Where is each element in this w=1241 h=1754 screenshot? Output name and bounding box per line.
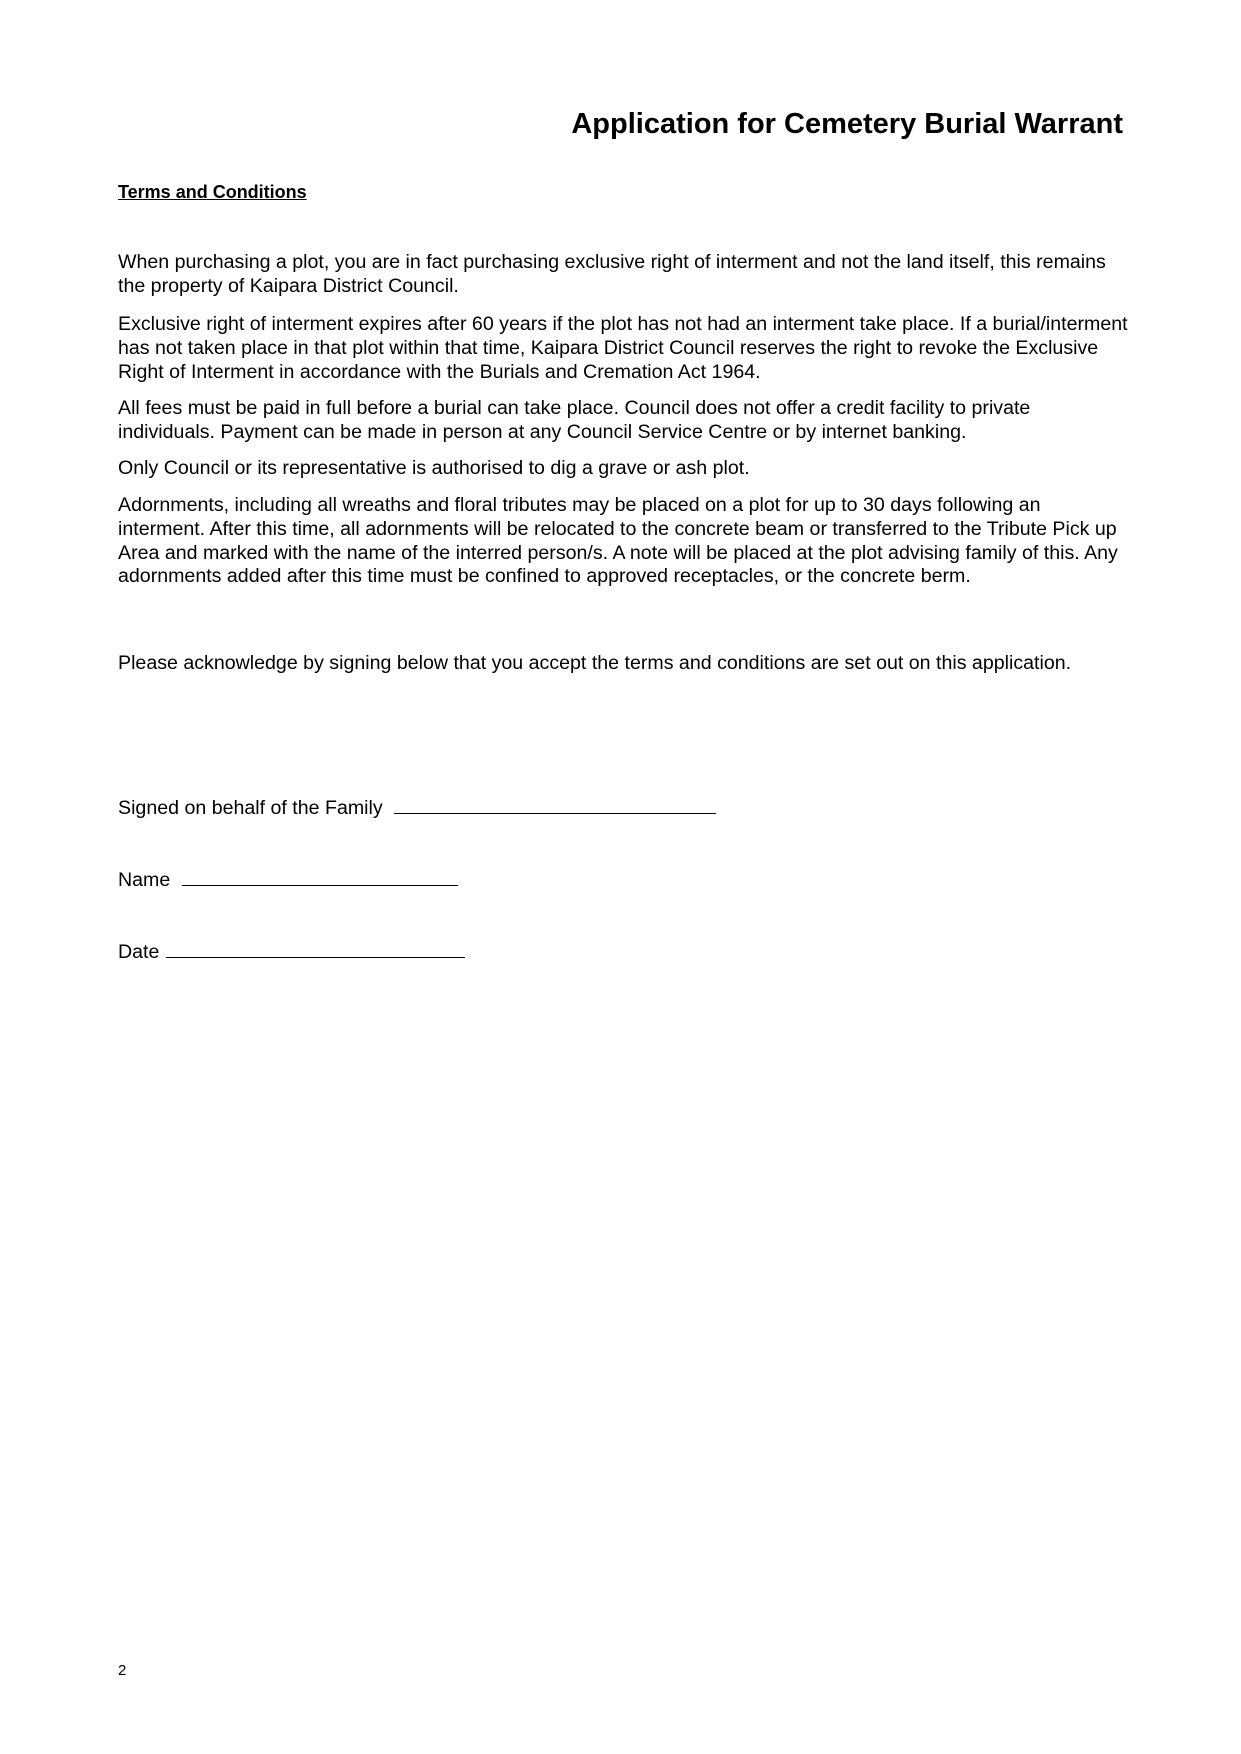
name-label: Name <box>118 869 171 891</box>
signed-label: Signed on behalf of the Family <box>118 797 383 819</box>
date-line[interactable] <box>166 937 465 958</box>
paragraph-adornments: Adornments, including all wreaths and floral tributes may be placed on a plot for up to 30 days following an interment. After this time, all adornments will be relocated to the concrete beam or transferred to the Tribute Pick up Area and marked with the name of the interred person/s. A note will be placed at the plot advising family of this. Any adornments added after this time must be confined to approved receptacles, or the concrete berm. <box>118 494 1118 588</box>
document-title: Application for Cemetery Burial Warrant <box>571 108 1123 140</box>
paragraph-fees: All fees must be paid in full before a burial can take place. Council does not offer a credit facility to private individuals. Payment can be made in person at any Council Service Centre or by internet banking. <box>118 397 1031 443</box>
date-field <box>118 937 465 964</box>
paragraph-ownership: When purchasing a plot, you are in fact purchasing exclusive right of interment and not the land itself, this remains the property of Kaipara District Council. <box>118 251 1106 297</box>
paragraph-digging: Only Council or its representative is authorised to dig a grave or ash plot. <box>118 457 750 479</box>
signature-line[interactable] <box>394 793 716 814</box>
page-number: 2 <box>118 1662 127 1679</box>
paragraph-acknowledge: Please acknowledge by signing below that you accept the terms and conditions are set out on this application. <box>118 652 1072 674</box>
name-field <box>118 865 458 892</box>
date-label: Date <box>118 941 160 963</box>
name-line[interactable] <box>182 865 458 886</box>
terms-heading: Terms and Conditions <box>118 182 307 202</box>
signed-field <box>118 793 716 820</box>
paragraph-expiry: Exclusive right of interment expires after 60 years if the plot has not had an interment take place. If a burial/interment has not taken place in that plot within that time, Kaipara District Council reserves the right to revoke the Exclusive Right of Interment in accordance with the Burials and Cremation Act 1964. <box>118 313 1128 383</box>
